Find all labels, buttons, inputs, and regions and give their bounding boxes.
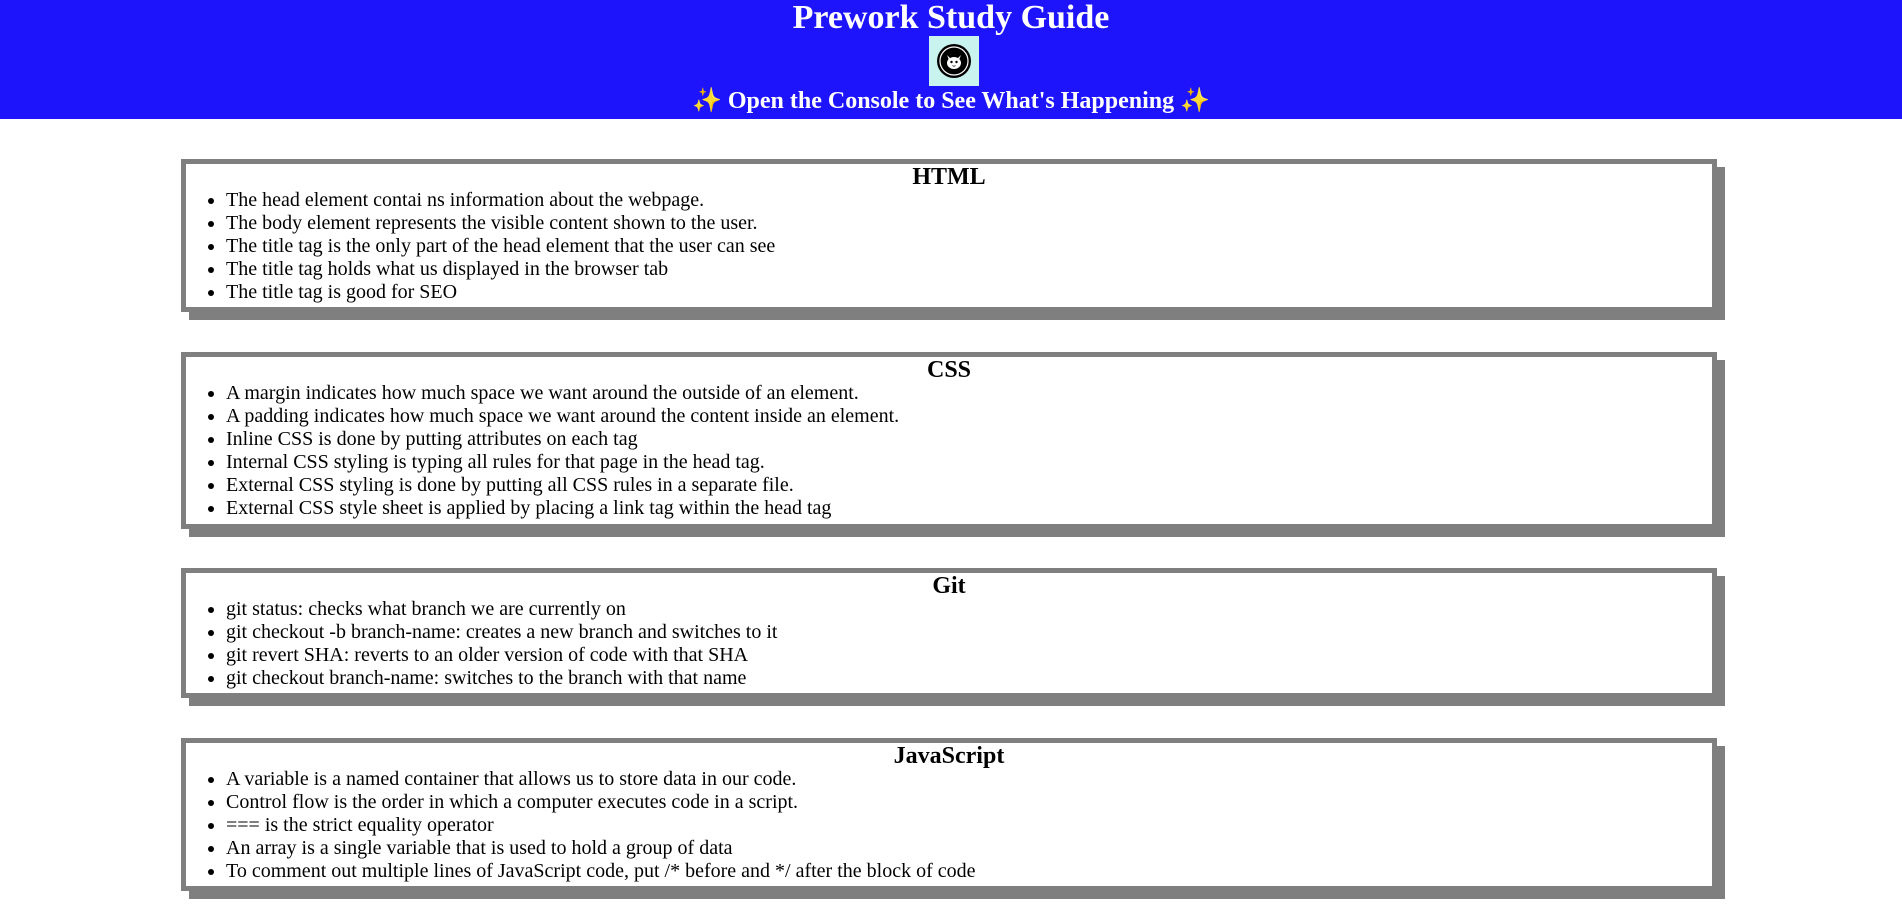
list-item: • Inline CSS is done by putting attributes on each tag [226, 428, 1712, 451]
list-item: • External CSS styling is done by putting all CSS rules in a separate file. [226, 474, 1712, 497]
section-title: CSS [926, 357, 972, 383]
page-title: Prework Study Guide [792, 0, 1110, 36]
section-css [181, 352, 1717, 529]
page-header [0, 0, 1902, 119]
list-item: • The title tag is good for SEO [226, 281, 1712, 304]
list-item: • An array is a single variable that is used to hold a group of data [226, 837, 1712, 860]
section-title: Git [932, 573, 966, 599]
list-item: • Control flow is the order in which a computer executes code in a script. [226, 791, 1712, 814]
list-item: • git checkout -b branch-name: creates a new branch and switches to it [226, 621, 1712, 644]
section-title: JavaScript [893, 743, 1005, 769]
list-item: • A variable is a named container that allows us to store data in our code. [226, 768, 1712, 791]
section-list [186, 382, 1712, 520]
section-title: HTML [912, 164, 986, 190]
list-item: • External CSS style sheet is applied by placing a link tag within the head tag [226, 497, 1712, 520]
list-item: • git revert SHA: reverts to an older version of code with that SHA [226, 644, 1712, 667]
list-item: • A margin indicates how much space we want around the outside of an element. [226, 382, 1712, 405]
list-item: • Internal CSS styling is typing all rules for that page in the head tag. [226, 451, 1712, 474]
list-item: • The title tag is the only part of the head element that the user can see [226, 235, 1712, 258]
list-item: • A padding indicates how much space we want around the content inside an element. [226, 405, 1712, 428]
list-item: • The head element contai ns information about the webpage. [226, 189, 1712, 212]
list-item: • To comment out multiple lines of JavaScript code, put /* before and */ after the block of code [226, 860, 1712, 883]
section-list [186, 768, 1712, 883]
section-list [186, 598, 1712, 690]
section-git [181, 568, 1717, 698]
logo [929, 36, 979, 86]
page-subtitle: ✨ Open the Console to See What's Happening ✨ [691, 88, 1211, 114]
list-item: • The title tag holds what us displayed in the browser tab [226, 258, 1712, 281]
list-item: • git status: checks what branch we are currently on [226, 598, 1712, 621]
section-list [186, 189, 1712, 304]
cat-avatar-icon [936, 43, 972, 79]
section-javascript [181, 738, 1717, 891]
list-item: • git checkout branch-name: switches to the branch with that name [226, 667, 1712, 690]
list-item: • The body element represents the visible content shown to the user. [226, 212, 1712, 235]
list-item: • === is the strict equality operator [226, 814, 1712, 837]
section-html [181, 159, 1717, 312]
